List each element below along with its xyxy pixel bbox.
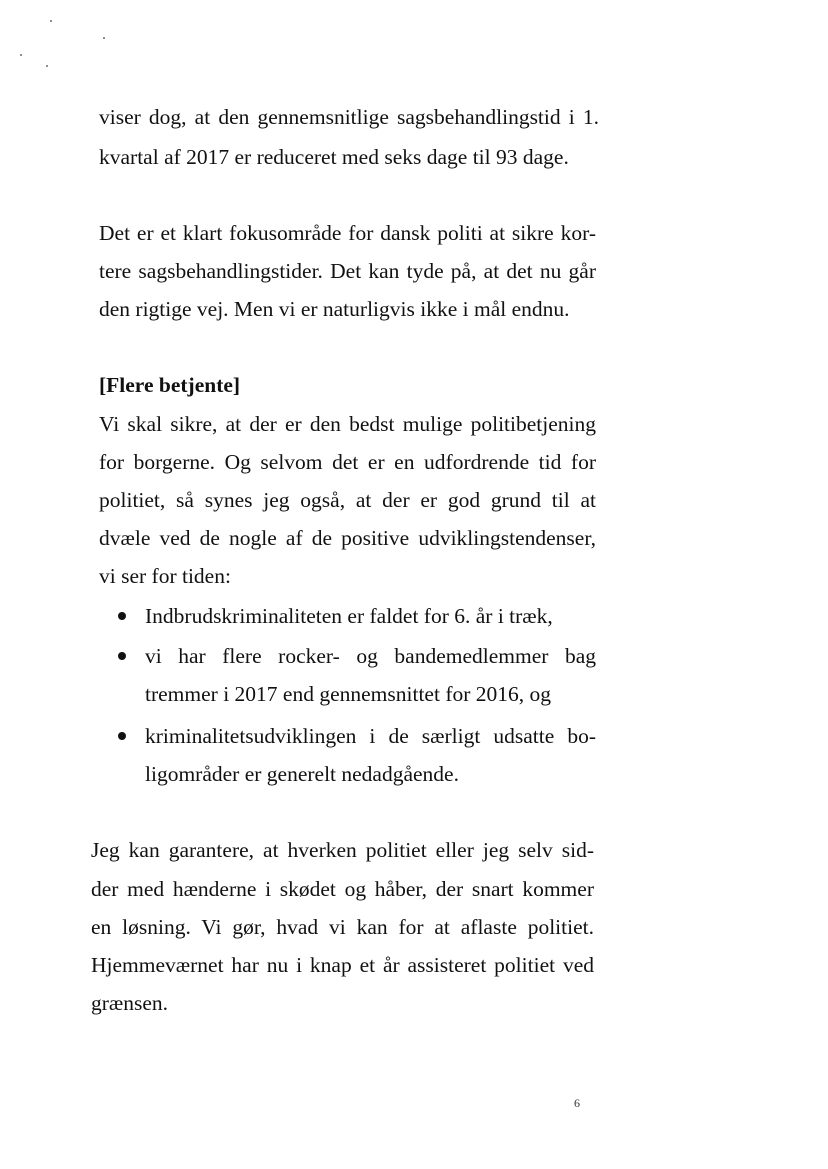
paragraph-4-line-4: Hjemmeværnet har nu i knap et år assisteret politiet ved xyxy=(91,953,594,977)
paragraph-4-line-2: der med hænderne i skødet og håber, der snart kommer xyxy=(91,877,594,901)
bullet-3-line-1: kriminalitetsudviklingen i de særligt udsatte bo- xyxy=(145,724,596,748)
scan-speck xyxy=(50,20,52,22)
paragraph-2-line-1: Det er et klart fokusområde for dansk politi at sikre kor- xyxy=(99,221,596,245)
scan-speck xyxy=(103,37,105,39)
bullet-dot xyxy=(118,612,126,620)
paragraph-1-line-2: kvartal af 2017 er reduceret med seks dage til 93 dage. xyxy=(99,145,569,169)
bullet-2-line-1: vi har flere rocker- og bandemedlemmer bag xyxy=(145,644,596,668)
paragraph-3-line-4: dvæle ved de nogle af de positive udviklingstendenser, xyxy=(99,526,596,550)
paragraph-4-line-1: Jeg kan garantere, at hverken politiet eller jeg selv sid- xyxy=(91,838,594,862)
bullet-1-line-1: Indbrudskriminaliteten er faldet for 6. år i træk, xyxy=(145,604,553,628)
paragraph-3-line-3: politiet, så synes jeg også, at der er god grund til at xyxy=(99,488,596,512)
paragraph-4-line-3: en løsning. Vi gør, hvad vi kan for at aflaste politiet. xyxy=(91,915,594,939)
bullet-2-line-2: tremmer i 2017 end gennemsnittet for 2016, og xyxy=(145,682,552,706)
scan-speck xyxy=(20,54,22,56)
scan-speck xyxy=(46,65,48,67)
paragraph-3-line-1: Vi skal sikre, at der er den bedst mulige politibetjening xyxy=(99,412,596,436)
paragraph-1-line-1: viser dog, at den gennemsnitlige sagsbehandlingstid i 1. xyxy=(99,105,599,129)
bullet-dot xyxy=(118,652,126,660)
page-number: 6 xyxy=(574,1096,580,1110)
paragraph-4-line-5: grænsen. xyxy=(91,991,169,1015)
bullet-3-line-2: ligområder er generelt nedadgående. xyxy=(145,762,459,786)
paragraph-3-line-2: for borgerne. Og selvom det er en udfordrende tid for xyxy=(99,450,596,474)
paragraph-2-line-3: den rigtige vej. Men vi er naturligvis ikke i mål endnu. xyxy=(99,297,570,321)
paragraph-2-line-2: tere sagsbehandlingstider. Det kan tyde på, at det nu går xyxy=(99,259,596,283)
section-heading: [Flere betjente] xyxy=(99,373,241,397)
bullet-dot xyxy=(118,732,126,740)
paragraph-3-line-5: vi ser for tiden: xyxy=(99,564,231,588)
